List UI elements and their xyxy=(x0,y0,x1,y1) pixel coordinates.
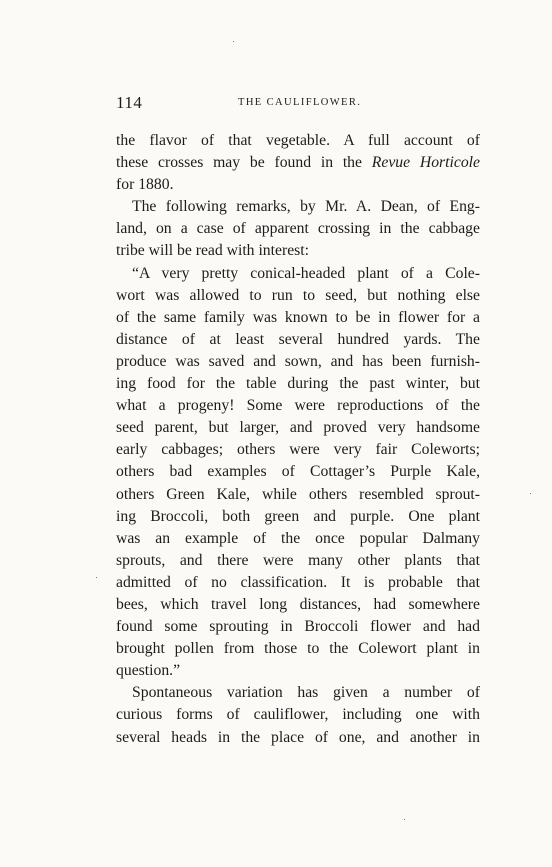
text-line: bees, which travel long distances, had somewhere xyxy=(116,595,480,613)
text-line: the flavor of that vegetable. A full account of xyxy=(116,132,480,149)
paper-speck xyxy=(233,41,234,42)
text-line: sprouts, and there were many other plants that xyxy=(116,551,480,569)
text-line: early cabbages; others were very fair Coleworts; xyxy=(116,441,480,459)
body-text xyxy=(116,130,480,749)
paper-speck xyxy=(530,493,531,494)
text-line: question.” xyxy=(116,662,181,680)
text-line xyxy=(116,152,480,174)
text-line: for 1880. xyxy=(116,176,174,194)
paragraph-start: The following remarks, by Mr. A. Dean, of Eng- xyxy=(132,198,480,216)
paragraph-start: Spontaneous variation has given a number of xyxy=(132,684,480,702)
text-line: wort was allowed to run to seed, but nothing else xyxy=(116,286,480,304)
text-line: was an example of the once popular Dalmany xyxy=(116,529,480,547)
paper-speck xyxy=(96,577,97,578)
text-line: ing food for the table during the past winter, but xyxy=(116,375,480,393)
text-line: brought pollen from those to the Colewort plant in xyxy=(116,640,480,658)
text-line: land, on a case of apparent crossing in the cabbage xyxy=(116,220,480,238)
text-line: others Green Kale, while others resembled sprout- xyxy=(116,485,480,503)
text-segment: these crosses may be found in the xyxy=(116,154,362,172)
text-line: seed parent, but larger, and proved very handsome xyxy=(116,419,480,437)
text-line: of the same family was known to be in flower for a xyxy=(116,308,480,326)
page-number: 114 xyxy=(116,93,143,112)
text-line: ing Broccoli, both green and purple. One plant xyxy=(116,507,480,525)
text-line: several heads in the place of one, and another in xyxy=(116,728,480,746)
text-line: what a progeny! Some were reproductions of the xyxy=(116,397,480,415)
text-line: curious forms of cauliflower, including one with xyxy=(116,706,480,724)
text-line: distance of at least several hundred yards. The xyxy=(116,330,480,348)
italic-title: Revue Horticole xyxy=(371,154,480,172)
running-title: THE CAULIFLOWER. xyxy=(238,97,362,108)
text-line: others bad examples of Cottager’s Purple Kale, xyxy=(116,463,480,481)
text-line: tribe will be read with interest: xyxy=(116,242,309,260)
page-header xyxy=(116,93,480,113)
text-line: produce was saved and sown, and has been furnish- xyxy=(116,352,480,370)
paper-speck xyxy=(404,819,405,820)
text-line: admitted of no classification. It is probable that xyxy=(116,573,480,591)
text-line: found some sprouting in Broccoli flower and had xyxy=(116,618,480,636)
paragraph-start: “A very pretty conical-headed plant of a Cole- xyxy=(132,264,480,282)
